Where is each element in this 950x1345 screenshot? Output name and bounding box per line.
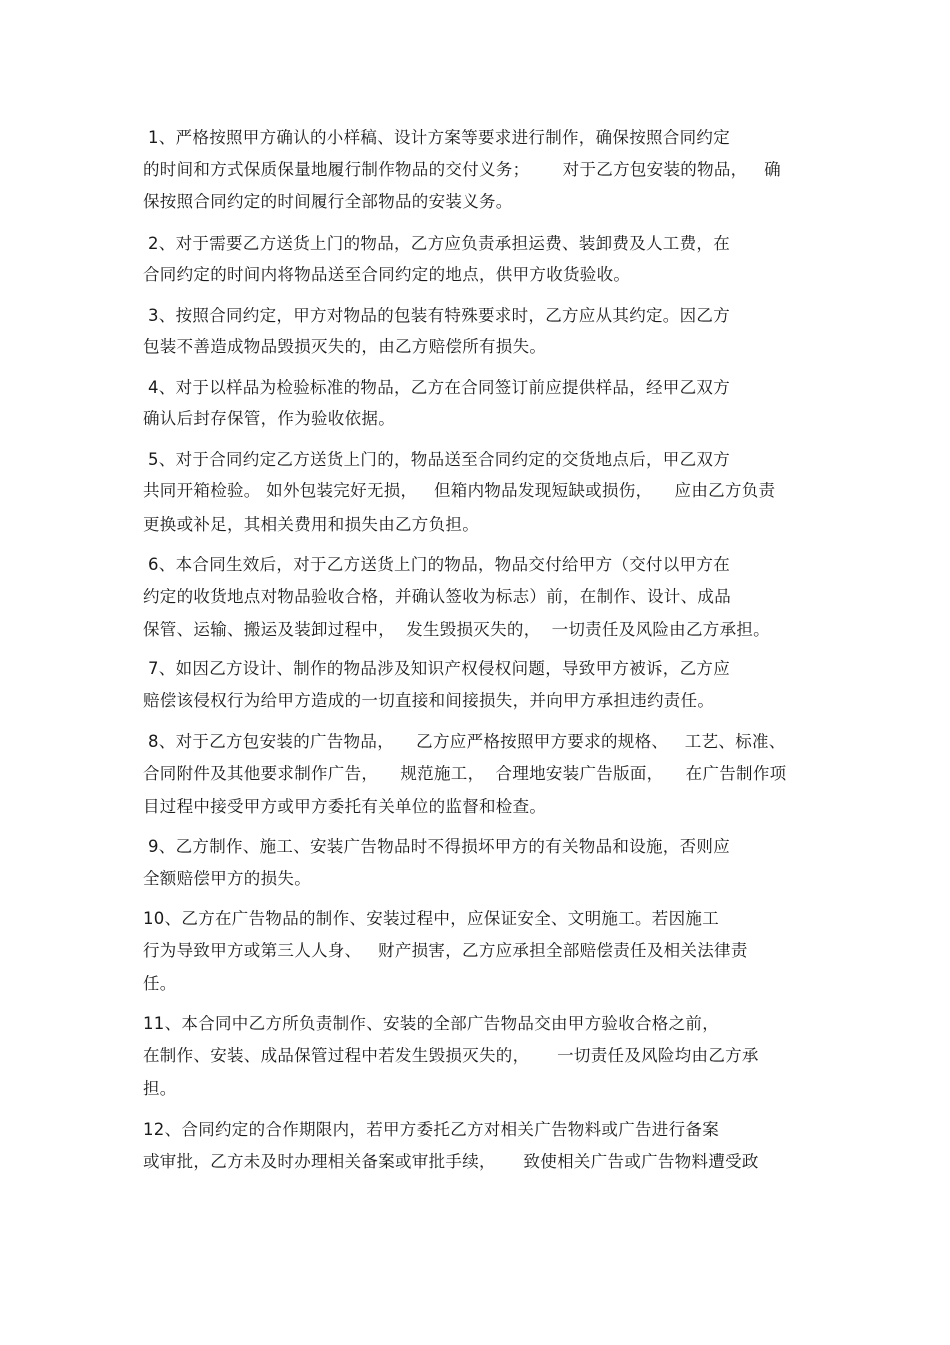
clause-9-line-1: 9、乙方制作、施工、安装广告物品时不得损坏甲方的有关物品和设施，否则应 [148,837,730,856]
clause-5-line-2: 共同开箱检验。 如外包装完好无损， 但箱内物品发现短缺或损伤， 应由乙方负责 [143,481,776,500]
clause-9-line-2: 全额赔偿甲方的损失。 [143,869,311,888]
clause-5-line-1: 5、对于合同约定乙方送货上门的，物品送至合同约定的交货地点后，甲乙双方 [148,450,730,469]
clause-3-line-2: 包装不善造成物品毁损灭失的，由乙方赔偿所有损失。 [143,337,547,356]
clause-4-line-1: 4、对于以样品为检验标准的物品，乙方在合同签订前应提供样品，经甲乙双方 [148,378,730,397]
clause-3-line-1: 3、按照合同约定，甲方对物品的包装有特殊要求时，乙方应从其约定。因乙方 [148,306,730,325]
clause-2-line-2: 合同约定的时间内将物品送至合同约定的地点，供甲方收货验收。 [143,265,631,284]
clause-2-line-1: 2、对于需要乙方送货上门的物品，乙方应负责承担运费、装卸费及人工费，在 [148,234,730,253]
clause-11-line-3: 担。 [143,1079,177,1098]
clause-5-line-3: 更换或补足，其相关费用和损失由乙方负担。 [143,515,479,534]
clause-11-line-2: 在制作、安装、成品保管过程中若发生毁损灭失的， 一切责任及风险均由乙方承 [143,1046,759,1065]
clause-6-line-1: 6、本合同生效后，对于乙方送货上门的物品，物品交付给甲方（交付以甲方在 [148,555,730,574]
clause-8-line-3: 目过程中接受甲方或甲方委托有关单位的监督和检查。 [143,797,547,816]
clause-4-line-2: 确认后封存保管，作为验收依据。 [143,409,395,428]
clause-1-line-1: 1、严格按照甲方确认的小样稿、设计方案等要求进行制作，确保按照合同约定 [148,128,730,147]
clause-7-line-1: 7、如因乙方设计、制作的物品涉及知识产权侵权问题，导致甲方被诉，乙方应 [148,659,730,678]
clause-10-line-1: 10、乙方在广告物品的制作、安装过程中，应保证安全、文明施工。若因施工 [143,909,719,928]
clause-12-line-1: 12、合同约定的合作期限内，若甲方委托乙方对相关广告物料或广告进行备案 [143,1120,719,1139]
clause-12-line-2: 或审批，乙方未及时办理相关备案或审批手续， 致使相关广告或广告物料遭受政 [143,1152,759,1171]
clause-7-line-2: 赔偿该侵权行为给甲方造成的一切直接和间接损失，并向甲方承担违约责任。 [143,691,715,710]
clause-1-line-3: 保按照合同约定的时间履行全部物品的安装义务。 [143,192,513,211]
clause-1-line-2: 的时间和方式保质保量地履行制作物品的交付义务； 对于乙方包安装的物品， 确 [143,160,781,179]
clause-8-line-2: 合同附件及其他要求制作广告， 规范施工， 合理地安装广告版面， 在广告制作项 [143,764,787,783]
clause-10-line-2: 行为导致甲方或第三人人身、 财产损害，乙方应承担全部赔偿责任及相关法律责 [143,941,748,960]
clause-6-line-2: 约定的收货地点对物品验收合格，并确认签收为标志）前，在制作、设计、成品 [143,587,731,606]
clause-6-line-3: 保管、运输、搬运及装卸过程中， 发生毁损灭失的， 一切责任及风险由乙方承担。 [143,620,770,639]
clause-11-line-1: 11、本合同中乙方所负责制作、安装的全部广告物品交由甲方验收合格之前， [143,1014,719,1033]
clause-10-line-3: 任。 [143,974,177,993]
clause-8-line-1: 8、对于乙方包安装的广告物品， 乙方应严格按照甲方要求的规格、 工艺、标准、 [148,732,786,751]
